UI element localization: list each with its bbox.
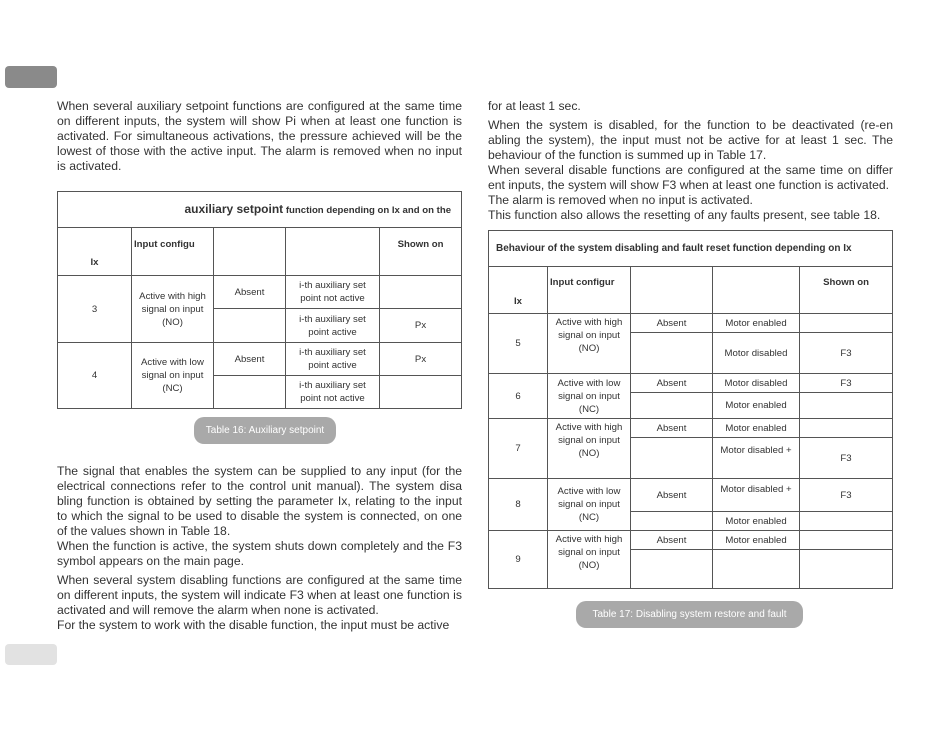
table-17-motor: Motor disabled + [713,479,800,512]
table-16-state: i-th auxiliary set point active [286,343,380,376]
table-16-absent: Absent [214,343,286,376]
right-paragraph-5: This function also allows the resetting of any faults present, see table 18. [488,208,881,222]
right-paragraph-2: When the system is disabled, for the function to be deactivated (re-en abling the system), the input must not be active for at least 1 sec. The behaviour of the function is summed up in Table 17. [488,118,893,162]
table-17-ix: 5 [489,314,548,374]
table-16-header-ix: Ix [58,228,132,276]
table-17-shown: F3 [800,374,893,393]
table-17-ix: 8 [489,479,548,531]
table-17-motor: Motor disabled [713,374,800,393]
table-17-absent [631,393,713,419]
table-16-shown: Px [380,343,462,376]
table-17-shown [800,419,893,438]
left-paragraph-3: When the function is active, the system shuts down completely and the F3 symbol appears on the main page. [57,539,462,568]
table-16-ix-4: 4 [58,343,132,409]
table-17-absent: Absent [631,314,713,333]
table-16-absent: Absent [214,276,286,309]
table-17-absent [631,512,713,531]
table-17-caption: Table 17: Disabling system restore and fault [576,601,803,628]
table-17-motor: Motor enabled [713,531,800,550]
table-17-absent: Absent [631,419,713,438]
table-17-header-empty-2 [713,267,800,314]
table-17-motor [713,550,800,589]
table-17-shown [800,393,893,419]
table-17-shown: F3 [800,479,893,512]
table-17-motor: Motor disabled [713,333,800,374]
table-16-header-empty-2 [286,228,380,276]
table-17-motor: Motor enabled [713,393,800,419]
table-17-title: Behaviour of the system disabling and fault reset function depending on Ix [489,231,893,267]
table-16-title-bold: auxiliary setpoint [184,201,284,216]
table-16-input-4: Active with low signal on input (NC) [132,343,214,409]
table-17-header-shown: Shown on [800,267,893,314]
table-17-header-input: Input configur [548,267,631,314]
table-17-input: Active with high signal on input (NO) [548,531,631,589]
table-16-shown [380,276,462,309]
table-16-state: i-th auxiliary set point not active [286,376,380,409]
table-17-absent [631,333,713,374]
right-paragraph-4: The alarm is removed when no input is activated. [488,193,753,207]
table-17-absent [631,550,713,589]
table-17-input: Active with low signal on input (NC) [548,479,631,531]
right-paragraph-1: for at least 1 sec. [488,99,581,113]
table-17-ix: 9 [489,531,548,589]
right-paragraph-3: When several disable functions are configured at the same time on differ ent inputs, the system will show F3 when at least one function is activated. [488,163,893,192]
left-paragraph-4: When several system disabling functions are configured at the same time on different inputs, the system will indicate F3 when at least one function is activated and will remove the alarm when none is activated. [57,573,462,617]
table-16-absent [214,309,286,343]
table-17-absent: Absent [631,531,713,550]
table-17-header-ix: Ix [489,267,548,314]
table-17-shown [800,512,893,531]
table-16-shown [380,376,462,409]
table-17-motor: Motor enabled [713,419,800,438]
table-16-shown: Px [380,309,462,343]
table-17 [488,230,893,589]
table-16-header-shown: Shown on [380,228,462,276]
table-17-motor: Motor enabled [713,512,800,531]
table-17-ix: 7 [489,419,548,479]
table-17-shown: F3 [800,333,893,374]
table-16-title-rest: function depending on Ix and on the [283,204,452,216]
table-17-input: Active with low signal on input (NC) [548,374,631,419]
table-16-ix-3: 3 [58,276,132,343]
table-16 [57,191,462,409]
table-16-header-input: Input configu [132,228,214,276]
left-paragraph-2: The signal that enables the system can be supplied to any input (for the electrical connections refer to the control unit manual). The system disa bling function is obtained by setting the parameter Ix, relating to the input to which the signal to be used to disable the system is connected, on one of the values shown in Table 18. [57,464,462,538]
table-17-header-empty-1 [631,267,713,314]
table-16-input-3: Active with high signal on input (NO) [132,276,214,343]
table-16-caption: Table 16: Auxiliary setpoint [194,417,336,444]
table-17-absent: Absent [631,374,713,393]
table-17-absent: Absent [631,479,713,512]
table-17-shown [800,314,893,333]
table-17-motor: Motor enabled [713,314,800,333]
page-number-tab [5,644,57,665]
left-paragraph-1: When several auxiliary setpoint functions are configured at the same time on different inputs, the system will show Pi when at least one function is activated. For simultaneous activations, the pressure achieved will be the lowest of those with the active input. The alarm is removed when no input is activated. [57,99,462,173]
table-16-state: i-th auxiliary set point not active [286,276,380,309]
table-16-state: i-th auxiliary set point active [286,309,380,343]
table-16-absent [214,376,286,409]
table-16-header-empty-1 [214,228,286,276]
left-paragraph-5: For the system to work with the disable function, the input must be active [57,618,450,632]
table-17-shown [800,531,893,550]
table-17-input: Active with high signal on input (NO) [548,314,631,374]
table-17-input: Active with high signal on input (NO) [548,419,631,479]
table-17-shown: F3 [800,438,893,479]
table-16-title [58,192,462,228]
table-17-shown [800,550,893,589]
table-17-motor: Motor disabled + [713,438,800,479]
table-17-ix: 6 [489,374,548,419]
table-17-absent [631,438,713,479]
page-tab-marker [5,66,57,88]
